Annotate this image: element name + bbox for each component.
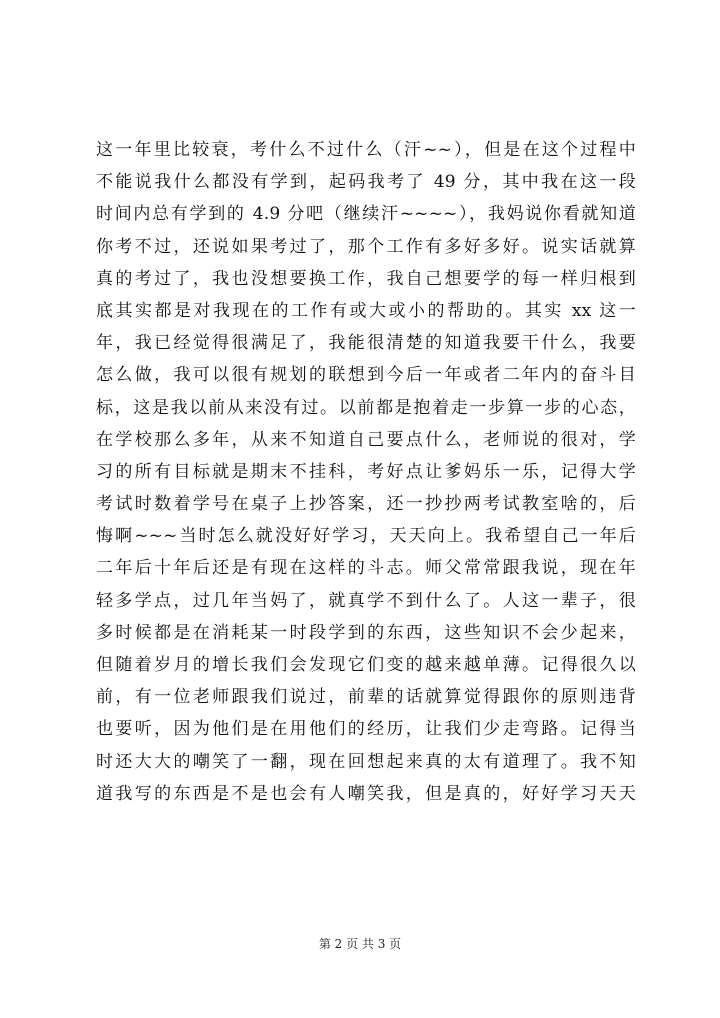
- text-line: 不能说我什么都没有学到，起码我考了 49 分，其中我在这一段: [96, 172, 636, 193]
- text-line: 底其实都是对我现在的工作有或大或小的帮助的。其实 xx 这一: [96, 300, 636, 321]
- text-line: 习的所有目标就是期末不挂科，考好点让爹妈乐一乐，记得大学: [96, 461, 636, 482]
- text-line: 二年后十年后还是有现在这样的斗志。师父常常跟我说，现在年: [96, 558, 636, 579]
- text-line: 悔啊~~~当时怎么就没好好学习，天天向上。我希望自己一年后: [96, 526, 636, 547]
- text-line: 但随着岁月的增长我们会发现它们变的越来越单薄。记得很久以: [96, 655, 636, 675]
- text-line: 这一年里比较衰，考什么不过什么（汗~~），但是在这个过程中: [96, 140, 636, 160]
- text-line: 标，这是我以前从来没有过。以前都是抱着走一步算一步的心态，: [96, 397, 636, 418]
- text-line: 在学校那么多年，从来不知道自己要点什么，老师说的很对，学: [96, 429, 636, 450]
- text-line: 前，有一位老师跟我们说过，前辈的话就算觉得跟你的原则违背: [96, 687, 636, 708]
- text-line: 轻多学点，过几年当妈了，就真学不到什么了。人这一辈子，很: [96, 590, 636, 611]
- text-line: 时间内总有学到的 4.9 分吧（继续汗~~~~），我妈说你看就知道: [96, 204, 636, 225]
- page-indicator: 第 2 页 共 3 页: [318, 937, 402, 951]
- page-footer: [0, 936, 720, 952]
- text-line: 怎么做，我可以很有规划的联想到今后一年或者二年内的奋斗目: [96, 365, 636, 386]
- text-line: 真的考过了，我也没想要换工作，我自己想要学的每一样归根到: [96, 268, 636, 289]
- text-line: 考试时数着学号在桌子上抄答案，还一抄抄两考试教室啥的，后: [96, 494, 636, 515]
- text-line: 年，我已经觉得很满足了，我能很清楚的知道我要干什么，我要: [96, 333, 636, 354]
- text-line: 时还大大的嘲笑了一翻，现在回想起来真的太有道理了。我不知: [96, 751, 636, 772]
- text-line: 道我写的东西是不是也会有人嘲笑我，但是真的，好好学习天天: [96, 783, 636, 804]
- text-line: 你考不过，还说如果考过了，那个工作有多好多好。说实话就算: [96, 236, 636, 257]
- body-text: [96, 134, 636, 810]
- text-line: 多时候都是在消耗某一时段学到的东西，这些知识不会少起来，: [96, 622, 636, 643]
- text-line: 也要听，因为他们是在用他们的经历，让我们少走弯路。记得当: [96, 719, 636, 740]
